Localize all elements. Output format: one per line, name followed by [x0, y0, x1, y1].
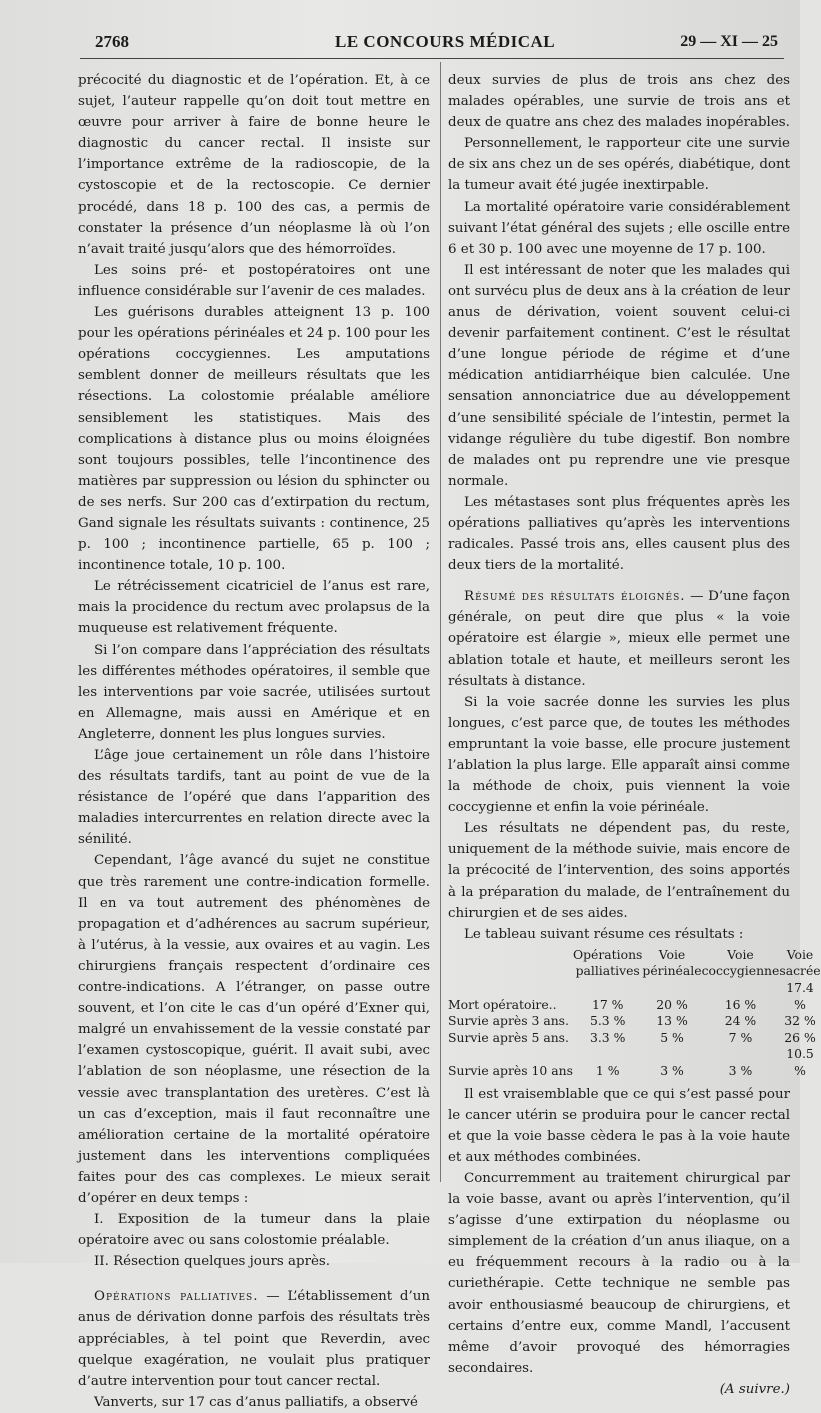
paragraph: précocité du diagnostic et de l’opération. Et, à ce sujet, l’auteur rappelle qu’on doit tout mettre en œuvre pour arriver à faire de bonne heure le diagnostic du cancer rectal. Il insiste sur l’importance extrême de la radioscopie, de la cystoscopie et de la rectoscopie. Ce dernier procédé, dans 18 p. 100 des cas, a permis de constater la présence d’un néoplasme là où l’on n’avait traité jusqu’alors que des hémorroïdes.	[78, 73, 430, 257]
table-header: Voie périnéale	[642, 946, 702, 979]
table-row	[448, 1030, 821, 1047]
paragraph: L’âge joue certainement un rôle dans l’histoire des résultats tardifs, tant au point de vue de la résistance de l’opéré que dans l’apparition des maladies intercurrentes en relation directe avec la sénilité.	[78, 748, 430, 848]
table-cell: 17.4 %	[786, 980, 814, 1012]
section-paragraph	[78, 1286, 430, 1391]
paragraph: Les guérisons durables atteignent 13 p. 100 pour les opérations périnéales et 24 p. 100 pour les opérations coccygiennes. Les amputations semblent donner de meilleurs résultats que les résections. La colostomie préalable améliore sensiblement les statistiques. Mais des complications à distance plus ou moins éloignées sont toujours possibles, telle l’incontinence des matières par suppression ou lésion du sphincter ou de ses nerfs. Sur 200 cas d’extirpation du rectum, Gand signale les résultats suivants : continence, 25 p. 100 ; incontinence partielle, 65 p. 100 ; incontinence totale, 10 p. 100.	[78, 305, 430, 574]
table-row	[448, 1013, 821, 1030]
paragraph: Les métastases sont plus fréquentes après les opérations palliatives qu’après les interventions radicales. Passé trois ans, elles causent plus des deux tiers de la mortalité.	[448, 494, 790, 574]
table-row	[448, 980, 821, 1013]
left-column	[78, 70, 430, 1413]
table-cell: 1 %	[595, 1063, 620, 1078]
paragraph: Si l’on compare dans l’appréciation des résultats les différentes méthodes opératoires, il semble que les interventions par voie sacrée, utilisées surtout en Allemagne, mais aussi en Amérique et en Angleterre, donnent les plus longues survies.	[78, 642, 430, 742]
row-label: Survie après 10 ans	[448, 1063, 573, 1078]
section-text: — L’établissement d’un anus de dérivation donne parfois des résultats très appréciables, à tel point que Reverdin, avec quelque exagération, ne voulait plus pratiquer d’autre intervention pour tout cancer rectal.	[78, 1289, 431, 1389]
table-header: Voie coccygienne	[701, 946, 780, 979]
page-header	[95, 30, 778, 58]
paragraph: Concurremment au traitement chirurgical par la voie basse, avant ou après l’intervention, qu’il s’agisse d’une extirpation du néoplasme ou simplement de la création d’un anus iliaque, on a eu fréquemment recours à la radio ou à la curiethérapie. Cette technique ne semble pas avoir enthousiasmé beaucoup de chirurgiens, et certains d’entre eux, comme Mandl, l’accusent même d’avoir provoqué des hémorragies secondaires.	[448, 1170, 790, 1376]
table-cell: 5 %	[660, 1029, 684, 1045]
table-cell: 5.3 %	[589, 1013, 626, 1029]
list-item: II. Résection quelques jours après.	[94, 1254, 331, 1270]
row-label: Mort opératoire..	[448, 996, 557, 1012]
issue-date: 29 — XI — 25	[680, 33, 778, 50]
table-cell: 17 %	[591, 996, 624, 1012]
table-cell: 3 %	[660, 1063, 684, 1078]
table-cell: 24 %	[724, 1013, 757, 1029]
section-paragraph	[448, 586, 790, 691]
row-label: Survie après 3 ans.	[448, 1013, 569, 1029]
table-cell: 32 %	[784, 1013, 816, 1029]
table-header: Opérations palliatives	[572, 946, 643, 979]
paragraph: La mortalité opératoire varie considérablement suivant l’état général des sujets ; elle oscille entre 6 et 30 p. 100 avec une moyenne de 17 p. 100.	[448, 199, 790, 257]
table-cell: 20 %	[656, 996, 688, 1012]
table-cell: 16 %	[724, 996, 757, 1012]
section-heading: Résumé des résultats éloignés.	[464, 589, 686, 605]
section-text: — D’une façon générale, on peut dire que plus « la voie opératoire est élargie », mieux elle permet une ablation totale et haute, et meilleurs seront les résultats à distance.	[448, 589, 790, 689]
table-row	[448, 1046, 821, 1079]
table-header	[448, 947, 573, 980]
results-table	[448, 947, 821, 1080]
list-item: I. Exposition de la tumeur dans la plaie opératoire avec ou sans colostomie préalable.	[78, 1212, 430, 1249]
table-cell: 26 %	[784, 1029, 816, 1045]
table-cell: 7 %	[728, 1029, 753, 1045]
table-header-row	[448, 947, 821, 980]
header-rule	[80, 58, 784, 59]
table-header: Voie sacrée	[779, 946, 821, 979]
journal-title: LE CONCOURS MÉDICAL	[335, 32, 556, 51]
table-cell: 3 %	[728, 1063, 753, 1078]
table-cell: 13 %	[656, 1013, 688, 1029]
paragraph: Cependant, l’âge avancé du sujet ne constitue que très rarement une contre-indication formelle. Il en va tout autrement des phénomènes de propagation et d’adhérences au sacrum supérieur, à l’utérus, à la vessie, aux ovaires et au vagin. Les chirurgiens français respectent d’ordinaire ces contre-indications. A l’étranger, on passe outre souvent, et l’on cite le cas d’un opéré d’Exner qui, malgré un envahissement de la vessie constaté par l’examen cystoscopique, guérit. Il avait subi, avec l’ablation de son néoplasme, une résection de la vessie avec transplantation des uretères. C’est là un cas d’exception, mais il faut reconnaître une amélioration certaine de la mortalité opératoire justement dans les interventions compliquées faites pour des cas complexes. Le mieux serait d’opérer en deux temps :	[78, 853, 430, 1206]
page-number: 2768	[95, 32, 129, 51]
paragraph: Il est intéressant de noter que les malades qui ont survécu plus de deux ans à la création de leur anus de dérivation, voient souvent celui-ci devenir parfaitement continent. C’est le résultat d’une longue période de régime et d’une médication antidiarrhéique bien calculée. Une sensation annonciatrice due au développement d’une sensibilité spéciale de l’intestin, permet la vidange régulière du tube digestif. Bon nombre de malades ont pu reprendre une vie presque normale.	[448, 262, 790, 489]
right-column	[448, 70, 821, 1400]
paragraph: Il est vraisemblable que ce qui s’est passé pour le cancer utérin se produira pour le cancer rectal et que la voie basse cèdera le pas à la voie haute et aux méthodes combinées.	[448, 1086, 790, 1165]
section-heading: Opérations palliatives.	[94, 1289, 259, 1305]
paragraph: Vanverts, sur 17 cas d’anus palliatifs, a observé	[94, 1394, 418, 1410]
table-cell: 3.3 %	[589, 1029, 626, 1045]
paragraph: Le tableau suivant résume ces résultats :	[464, 926, 744, 942]
column-divider	[440, 62, 441, 1182]
paragraph: Les résultats ne dépendent pas, du reste, uniquement de la méthode suivie, mais encore de la précocité de l’intervention, des soins apportés à la préparation du malade, de l’entraînement du chirurgien et de ses aides.	[448, 821, 790, 921]
table-cell: 10.5 %	[786, 1046, 814, 1078]
row-label: Survie après 5 ans.	[448, 1029, 569, 1045]
paragraph: Personnellement, le rapporteur cite une survie de six ans chez un de ses opérés, diabétique, dont la tumeur avait été jugée inextirpable.	[448, 136, 790, 194]
to-be-continued: (A suivre.)	[719, 1381, 790, 1397]
paragraph: deux survies de plus de trois ans chez des malades opérables, une survie de trois ans et deux de quatre ans chez des malades inopérables.	[448, 73, 790, 131]
paragraph: Le rétrécissement cicatriciel de l’anus est rare, mais la procidence du rectum avec prolapsus de la muqueuse est relativement fréquente.	[78, 579, 430, 637]
paragraph: Si la voie sacrée donne les survies les plus longues, c’est parce que, de toutes les méthodes empruntant la voie basse, elle procure justement l’ablation la plus large. Elle apparaît ainsi comme la méthode de choix, puis viennent la voie coccygienne et enfin la voie périnéale.	[448, 694, 790, 816]
paragraph: Les soins pré- et postopératoires ont une influence considérable sur l’avenir de ces malades.	[78, 262, 430, 299]
